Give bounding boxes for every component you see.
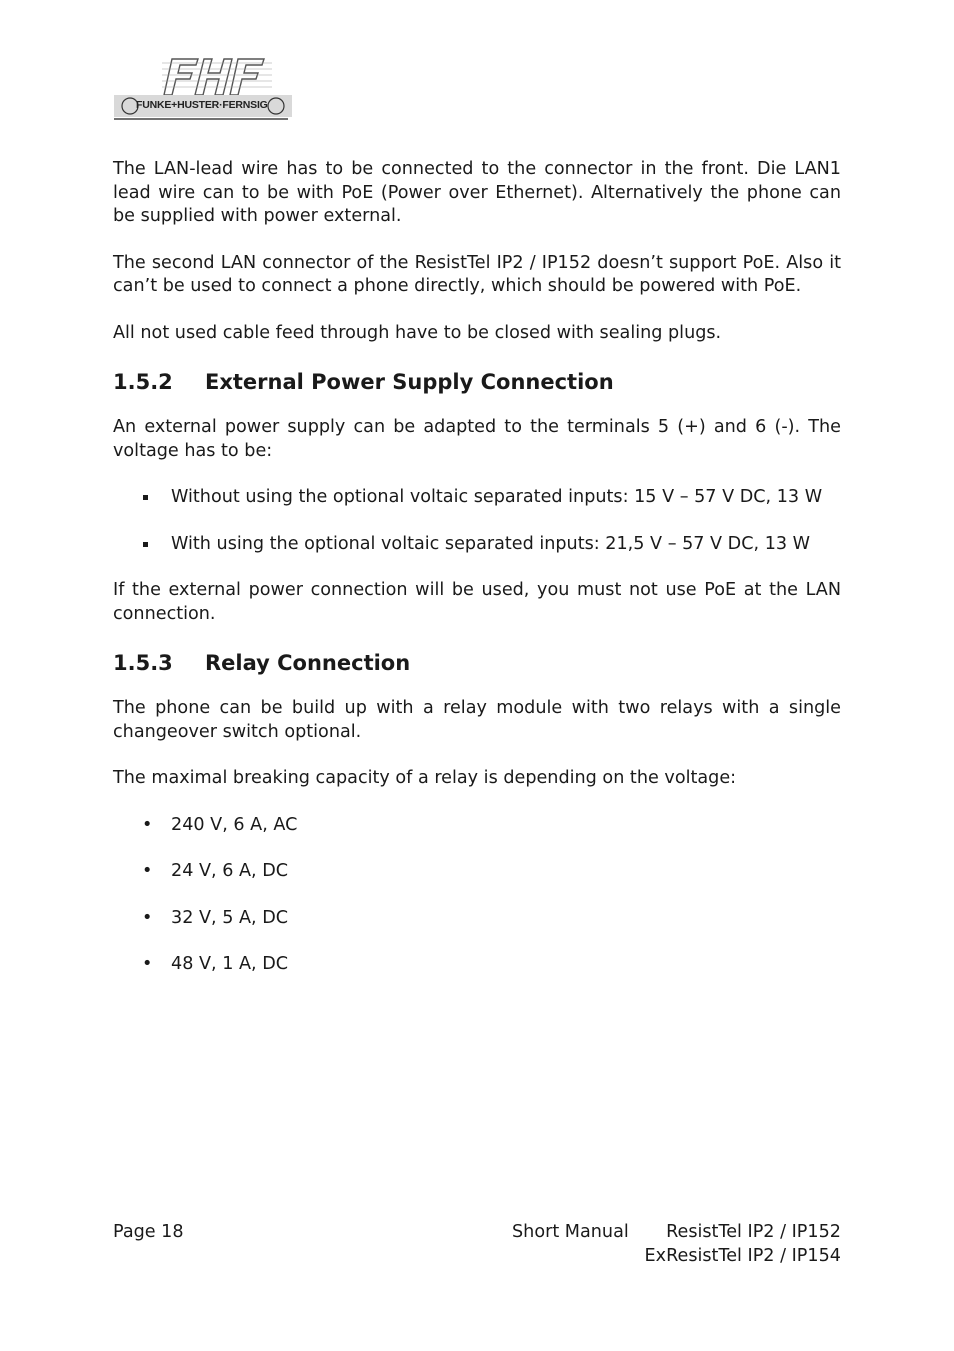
page-number: Page 18: [113, 1222, 184, 1242]
product-names: [645, 1221, 841, 1268]
list-item: • 48 V, 1 A, DC: [113, 953, 841, 977]
square-bullet-icon: [143, 495, 148, 500]
external-power-paragraph-2: If the external power connection will be used, you must not use PoE at the LAN connection.: [113, 580, 841, 624]
voltage-list: [113, 486, 841, 556]
section-number: 1.5.2: [113, 370, 173, 394]
product-line-1: ResistTel IP2 / IP152: [666, 1222, 841, 1242]
company-logo: [112, 55, 294, 123]
fhf-logo-icon: [112, 55, 294, 123]
list-item: • 32 V, 5 A, DC: [113, 907, 841, 931]
section-heading-external-power: [113, 369, 841, 395]
bullet-icon: •: [142, 907, 153, 928]
section-number: 1.5.3: [113, 651, 173, 675]
breaking-capacity-list: [113, 814, 841, 977]
page-content: [113, 158, 841, 1000]
intro-paragraph-2: The second LAN connector of the ResistTel IP2 / IP152 doesn’t support PoE. Also it can’t be used to connect a phone directly, which should be powered with PoE.: [113, 252, 841, 296]
relay-paragraph-2: The maximal breaking capacity of a relay is depending on the voltage:: [113, 768, 737, 788]
section-heading-relay: [113, 650, 841, 676]
list-item: Without using the optional voltaic separated inputs: 15 V – 57 V DC, 13 W: [113, 486, 841, 510]
list-item: • 24 V, 6 A, DC: [113, 860, 841, 884]
document-type: Short Manual: [512, 1222, 629, 1242]
product-line-2: ExResistTel IP2 / IP154: [644, 1245, 841, 1266]
square-bullet-icon: [143, 542, 148, 547]
section-title: External Power Supply Connection: [205, 370, 614, 394]
external-power-paragraph-1: An external power supply can be adapted to the terminals 5 (+) and 6 (-). The voltage has to be:: [113, 417, 841, 461]
intro-paragraph-3: All not used cable feed through have to be closed with sealing plugs.: [113, 322, 722, 343]
logo-company-name: FUNKE+HUSTER·FERNSIG: [136, 99, 268, 111]
relay-paragraph-1: The phone can be build up with a relay module with two relays with a single changeover switch optional.: [113, 698, 841, 742]
list-item: • 240 V, 6 A, AC: [113, 814, 841, 838]
bullet-icon: •: [142, 861, 153, 881]
bullet-icon: •: [142, 954, 153, 974]
bullet-icon: •: [142, 814, 153, 835]
list-item: With using the optional voltaic separated inputs: 21,5 V – 57 V DC, 13 W: [113, 533, 841, 557]
section-title: Relay Connection: [205, 651, 411, 675]
intro-paragraph-1: The LAN-lead wire has to be connected to the connector in the front. Die LAN1 lead wire can to be with PoE (Power over Ethernet). Alternatively the phone can be supplied with power external.: [113, 159, 841, 226]
